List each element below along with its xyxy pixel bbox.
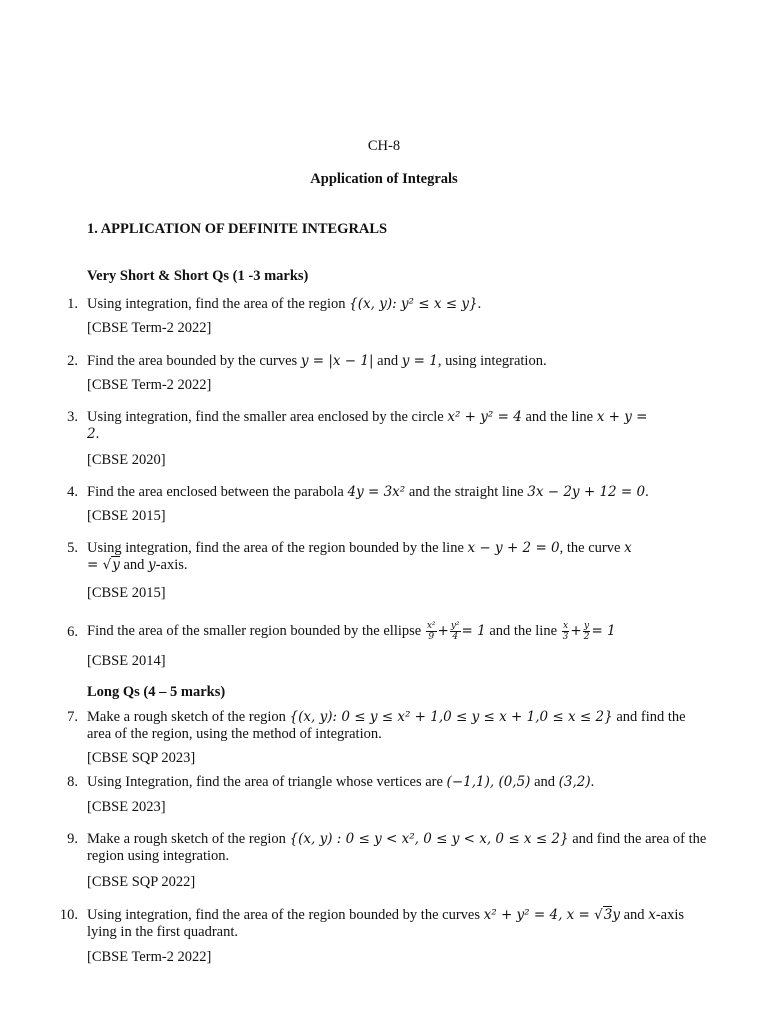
page-title: Application of Integrals bbox=[310, 171, 458, 187]
question-number: 4. bbox=[67, 484, 78, 500]
question-number: 6. bbox=[67, 624, 78, 640]
question-number: 7. bbox=[67, 709, 78, 725]
question-text: Using Integration, find the area of triangle whose vertices are (−1,1), (0,5) and (3,2). bbox=[87, 774, 595, 790]
question-source: [CBSE 2020] bbox=[87, 452, 166, 468]
question-text: Using integration, find the area of the region bounded by the line x − y + 2 = 0, the curve x = √y and y-axis. bbox=[87, 540, 632, 573]
question-text: Make a rough sketch of the region {(x, y) : 0 ≤ y < x², 0 ≤ y < x, 0 ≤ x ≤ 2} and find the area of the region using integration. bbox=[87, 831, 707, 864]
question-number: 9. bbox=[67, 831, 78, 847]
question-number: 2. bbox=[67, 353, 78, 369]
question-text: Find the area enclosed between the parabola 4y = 3x² and the straight line 3x − 2y + 12 = 0. bbox=[87, 484, 649, 500]
section-heading: 1. APPLICATION OF DEFINITE INTEGRALS bbox=[87, 221, 388, 237]
question-text: Using integration, find the smaller area enclosed by the circle x² + y² = 4 and the line x + y = 2. bbox=[87, 409, 648, 442]
subsection-heading-long: Long Qs (4 – 5 marks) bbox=[87, 684, 226, 700]
subsection-heading-short: Very Short & Short Qs (1 -3 marks) bbox=[87, 268, 309, 284]
question-number: 5. bbox=[67, 540, 78, 556]
question-source: [CBSE SQP 2022] bbox=[87, 874, 196, 890]
question-text: Using integration, find the area of the region bounded by the curves x² + y² = 4, x = √3y and x-axis lying in the first quadrant. bbox=[87, 907, 684, 940]
question-text: Find the area of the smaller region bounded by the ellipse $\frac{\text{x²}}{9}$ + $\frac{\text{y²}}{4}$ = 1 and the line $\frac{x}{3}$ + $\frac{y}{2}$ = 1 bbox=[87, 621, 616, 643]
question-source: [CBSE Term-2 2022] bbox=[87, 949, 212, 965]
question-number: 3. bbox=[67, 409, 78, 425]
question-text: Find the area bounded by the curves y = |x − 1| and y = 1, using integration. bbox=[87, 353, 547, 369]
question-source: [CBSE Term-2 2022] bbox=[87, 377, 212, 393]
question-number: 10. bbox=[59, 907, 78, 923]
question-source: [CBSE 2015] bbox=[87, 508, 166, 524]
question-source: [CBSE 2023] bbox=[87, 799, 166, 815]
question-number: 8. bbox=[67, 774, 78, 790]
question-source: [CBSE SQP 2023] bbox=[87, 750, 196, 766]
question-number: 1. bbox=[67, 296, 78, 312]
chapter-label: CH-8 bbox=[367, 138, 401, 154]
question-text: Using integration, find the area of the region {(x, y): y² ≤ x ≤ y}. bbox=[87, 296, 482, 312]
question-source: [CBSE Term-2 2022] bbox=[87, 320, 212, 336]
question-source: [CBSE 2015] bbox=[87, 585, 166, 601]
question-text: Make a rough sketch of the region {(x, y): 0 ≤ y ≤ x² + 1,0 ≤ y ≤ x + 1,0 ≤ x ≤ 2} and find the area of the region, using the method of integration. bbox=[87, 709, 686, 742]
question-source: [CBSE 2014] bbox=[87, 653, 166, 669]
